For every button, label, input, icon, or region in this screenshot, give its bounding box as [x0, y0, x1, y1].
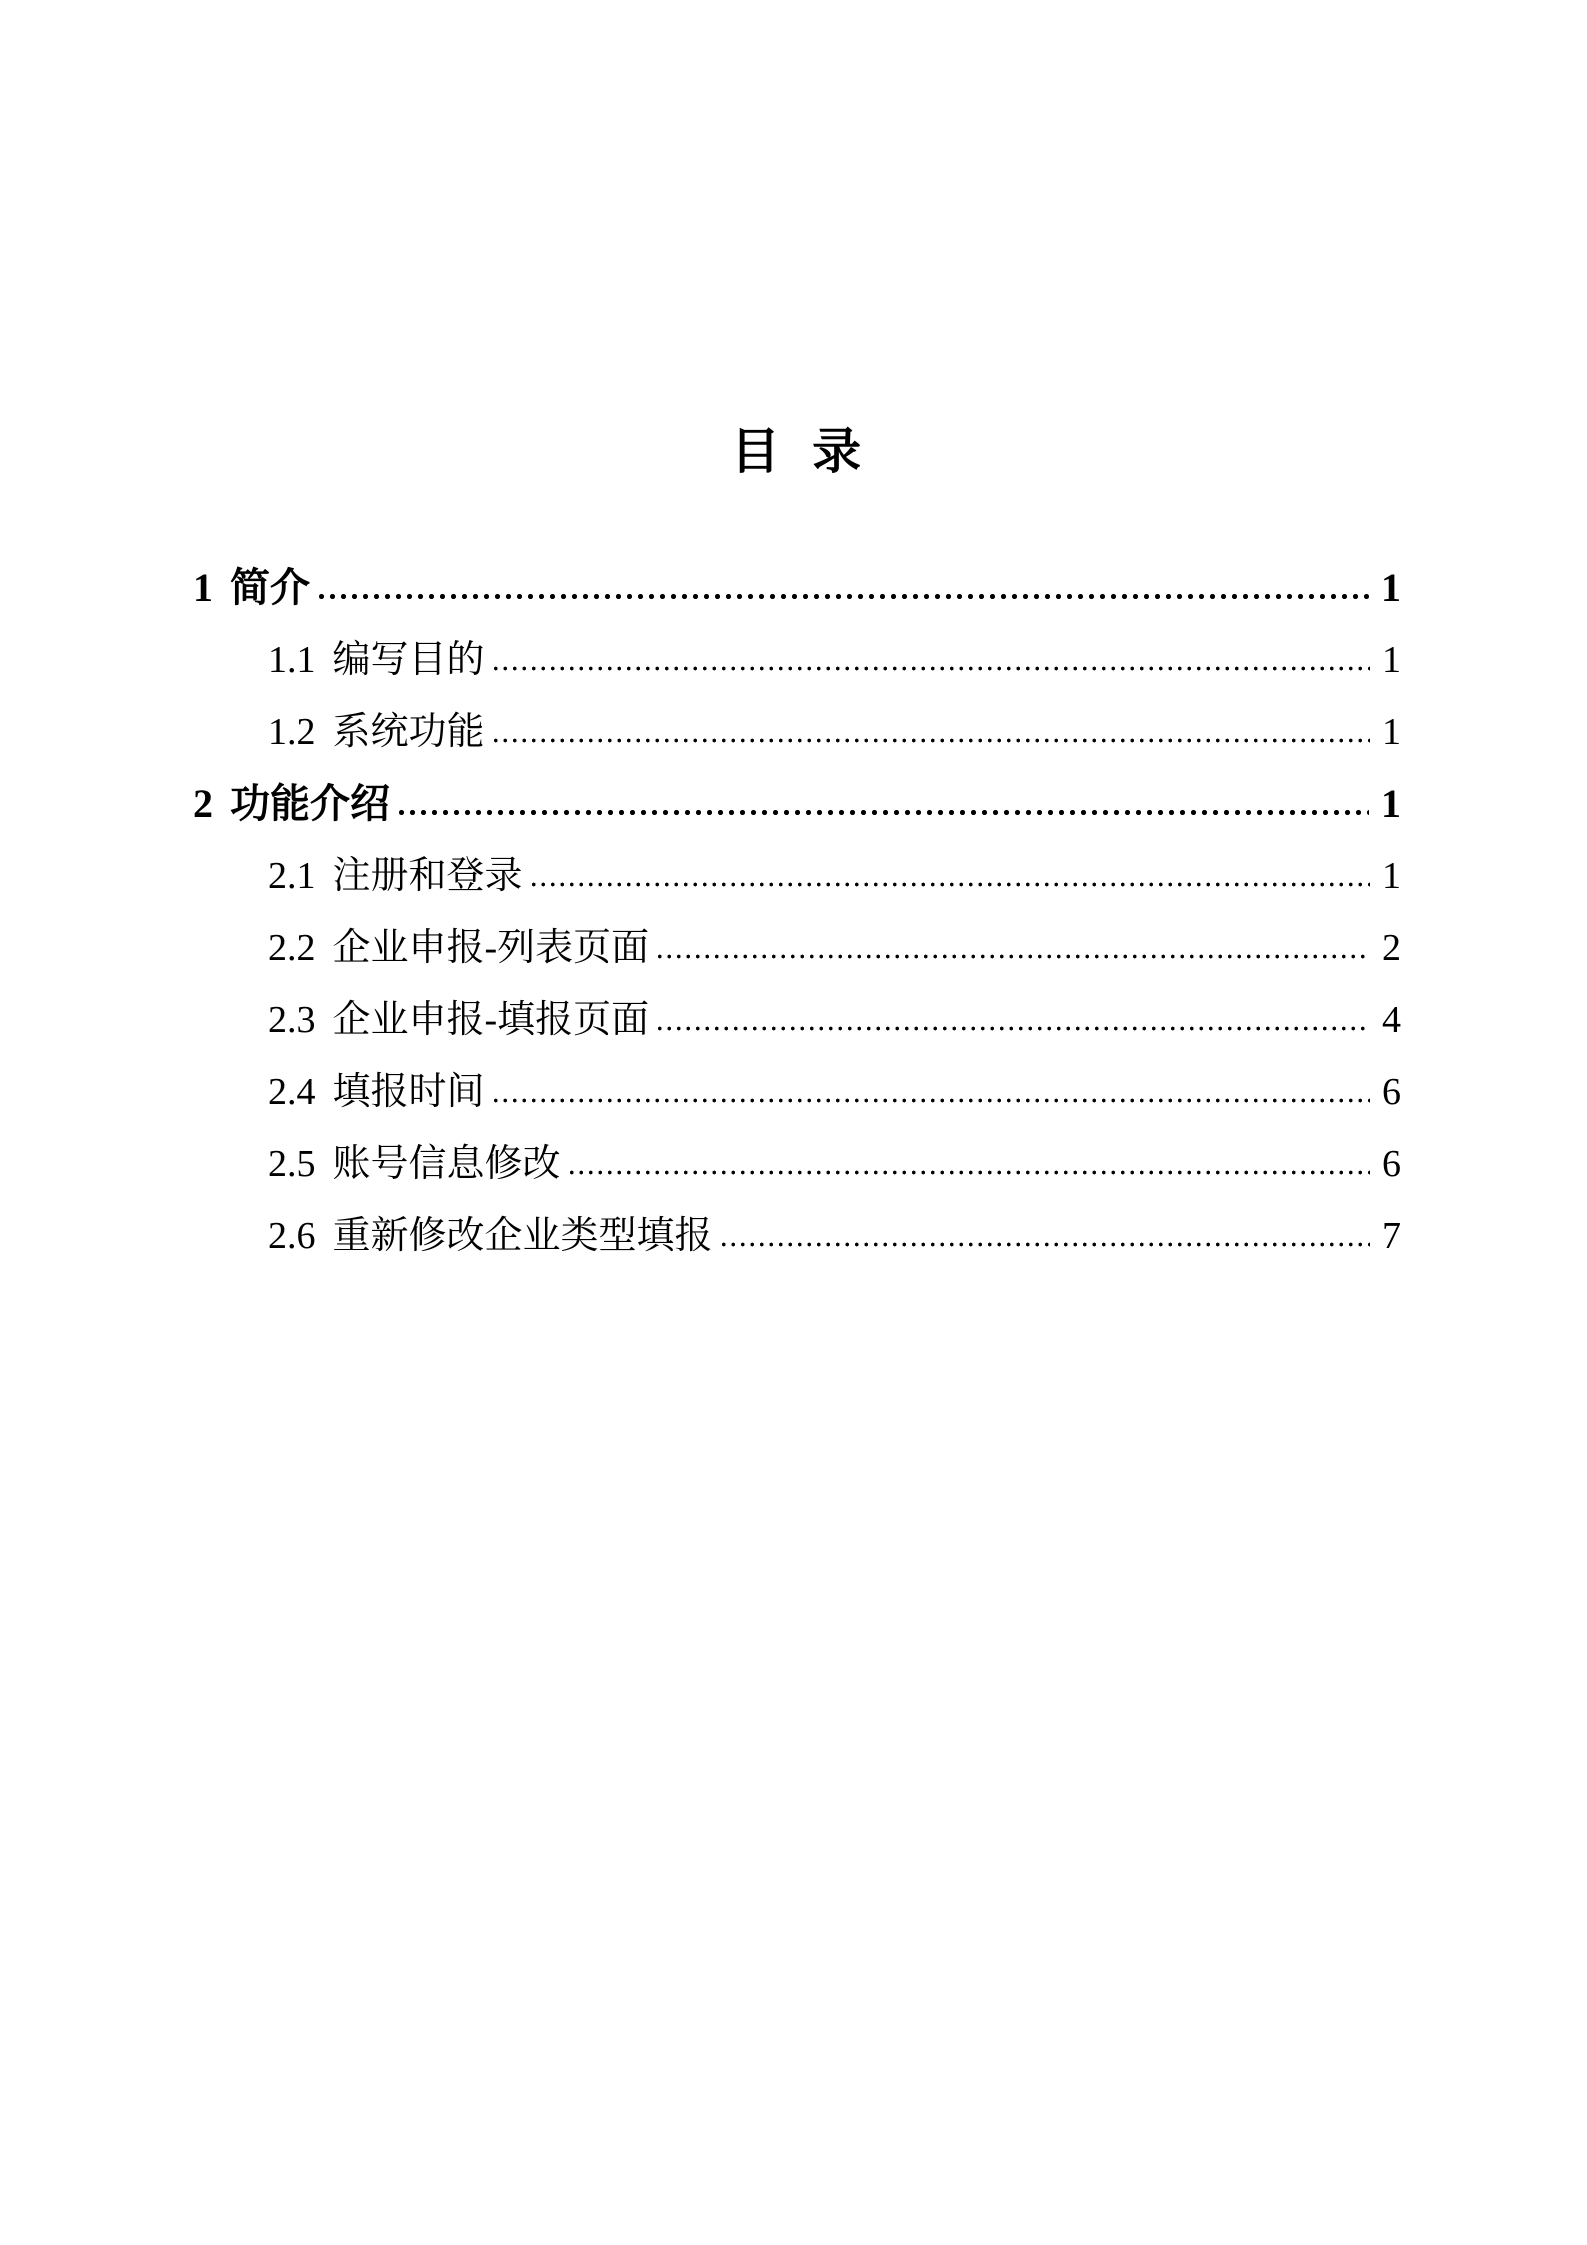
toc-entry[interactable]	[193, 832, 1401, 904]
toc-entry[interactable]	[193, 1120, 1401, 1192]
dot-leader-decoration	[491, 737, 1370, 744]
toc-entry-page-number: 1	[1381, 781, 1401, 826]
toc-entry[interactable]	[193, 1048, 1401, 1120]
toc-entry-number: 2.3	[268, 999, 316, 1041]
dot-leader-decoration	[567, 1169, 1370, 1176]
toc-list	[193, 544, 1401, 1264]
toc-entry-label: 账号信息修改	[332, 1143, 561, 1185]
toc-entry[interactable]	[193, 688, 1401, 760]
dot-leader-decoration	[316, 592, 1369, 601]
toc-entry-label: 企业申报-填报页面	[332, 999, 650, 1041]
toc-entry-page-number: 1	[1381, 565, 1401, 610]
toc-entry-label: 注册和登录	[332, 855, 523, 897]
toc-entry-number: 1	[193, 565, 213, 610]
toc-entry-number: 1.2	[268, 711, 316, 753]
toc-entry-label: 填报时间	[332, 1071, 485, 1113]
toc-entry-page-number: 1	[1382, 855, 1401, 897]
toc-entry-number: 2.1	[268, 855, 316, 897]
toc-entry-number: 2.5	[268, 1143, 316, 1185]
toc-entry[interactable]	[193, 616, 1401, 688]
dot-leader-decoration	[719, 1241, 1370, 1248]
toc-entry[interactable]	[193, 976, 1401, 1048]
toc-entry-page-number: 2	[1382, 927, 1401, 969]
dot-leader-decoration	[491, 665, 1370, 672]
toc-entry-page-number: 4	[1382, 999, 1401, 1041]
toc-entry[interactable]	[193, 760, 1401, 832]
toc-entry-label: 重新修改企业类型填报	[332, 1215, 713, 1257]
toc-entry-label: 功能介绍	[230, 781, 390, 826]
toc-entry-page-number: 7	[1382, 1215, 1401, 1257]
toc-entry-page-number: 6	[1382, 1071, 1401, 1113]
dot-leader-decoration	[491, 1097, 1370, 1104]
toc-entry-label: 系统功能	[332, 711, 485, 753]
toc-entry-page-number: 6	[1382, 1143, 1401, 1185]
dot-leader-decoration	[655, 1025, 1370, 1032]
toc-entry[interactable]	[193, 1192, 1401, 1264]
dot-leader-decoration	[655, 953, 1370, 960]
toc-entry-number: 1.1	[268, 639, 316, 681]
toc-entry-label: 编写目的	[332, 639, 485, 681]
toc-entry-number: 2.2	[268, 927, 316, 969]
toc-entry-page-number: 1	[1382, 711, 1401, 753]
dot-leader-decoration	[529, 881, 1370, 888]
dot-leader-decoration	[396, 808, 1369, 817]
toc-entry-number: 2	[193, 781, 213, 826]
toc-title: 目 录	[730, 424, 864, 479]
toc-entry-label: 简介	[230, 565, 310, 610]
toc-entry[interactable]	[193, 544, 1401, 616]
toc-entry[interactable]	[193, 904, 1401, 976]
toc-entry-number: 2.6	[268, 1215, 316, 1257]
toc-entry-page-number: 1	[1382, 639, 1401, 681]
toc-entry-label: 企业申报-列表页面	[332, 927, 650, 969]
toc-entry-number: 2.4	[268, 1071, 316, 1113]
